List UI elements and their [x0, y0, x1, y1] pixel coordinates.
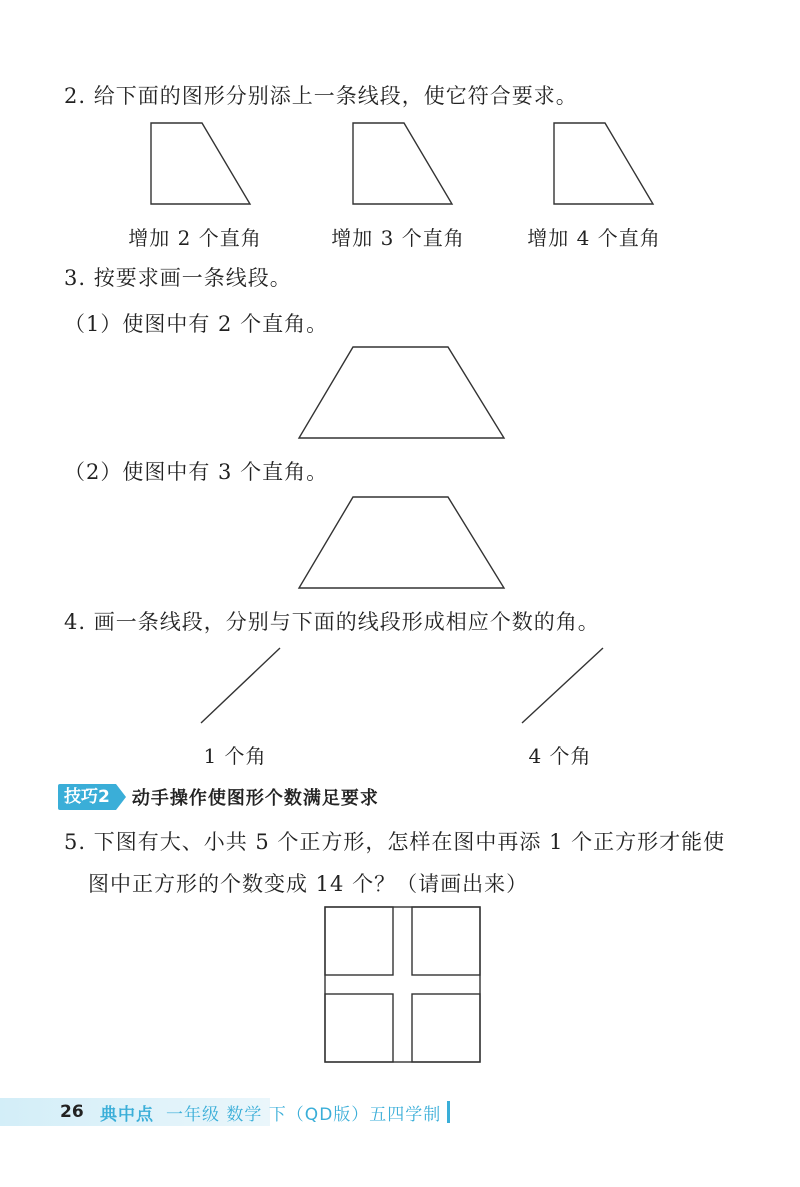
brand-logo: 典中点	[100, 1104, 154, 1125]
q2-caption-3: 增加 4 个直角	[527, 226, 661, 250]
q2-caption-2: 增加 3 个直角	[331, 226, 465, 250]
q4-segment-1	[200, 647, 282, 725]
q4-caption-2: 4 个角	[528, 744, 592, 768]
tip-text: 动手操作使图形个数满足要求	[131, 788, 379, 809]
q5-line2: 图中正方形的个数变成 14 个？（请画出来）	[88, 872, 529, 896]
q3-trapezoid-1	[298, 346, 506, 440]
q2-title: 2. 给下面的图形分别添上一条线段，使它符合要求。	[64, 84, 578, 108]
q3-part1: （1）使图中有 2 个直角。	[64, 312, 329, 336]
q5-squares-figure	[324, 906, 482, 1064]
q3-trapezoid-2	[298, 496, 506, 590]
q2-caption-1: 增加 2 个直角	[128, 226, 262, 250]
tip-badge: 技巧2	[58, 784, 116, 810]
footer	[60, 1098, 450, 1126]
q3-part2: （2）使图中有 3 个直角。	[64, 460, 329, 484]
q2-trapezoid-3	[553, 122, 655, 206]
tip-banner	[58, 784, 379, 810]
book-title: 一年级 数学 下（QD版）五四学制	[166, 1104, 442, 1125]
page-number: 26	[60, 1102, 84, 1122]
q4-segment-2	[521, 647, 605, 725]
q2-trapezoid-2	[352, 122, 454, 206]
q3-title: 3. 按要求画一条线段。	[64, 266, 292, 290]
q5-line1: 5. 下图有大、小共 5 个正方形，怎样在图中再添 1 个正方形才能使	[64, 830, 726, 854]
q2-trapezoid-1	[150, 122, 252, 206]
footer-divider	[447, 1101, 450, 1123]
q4-title: 4. 画一条线段，分别与下面的线段形成相应个数的角。	[64, 610, 600, 634]
q4-caption-1: 1 个角	[203, 744, 267, 768]
